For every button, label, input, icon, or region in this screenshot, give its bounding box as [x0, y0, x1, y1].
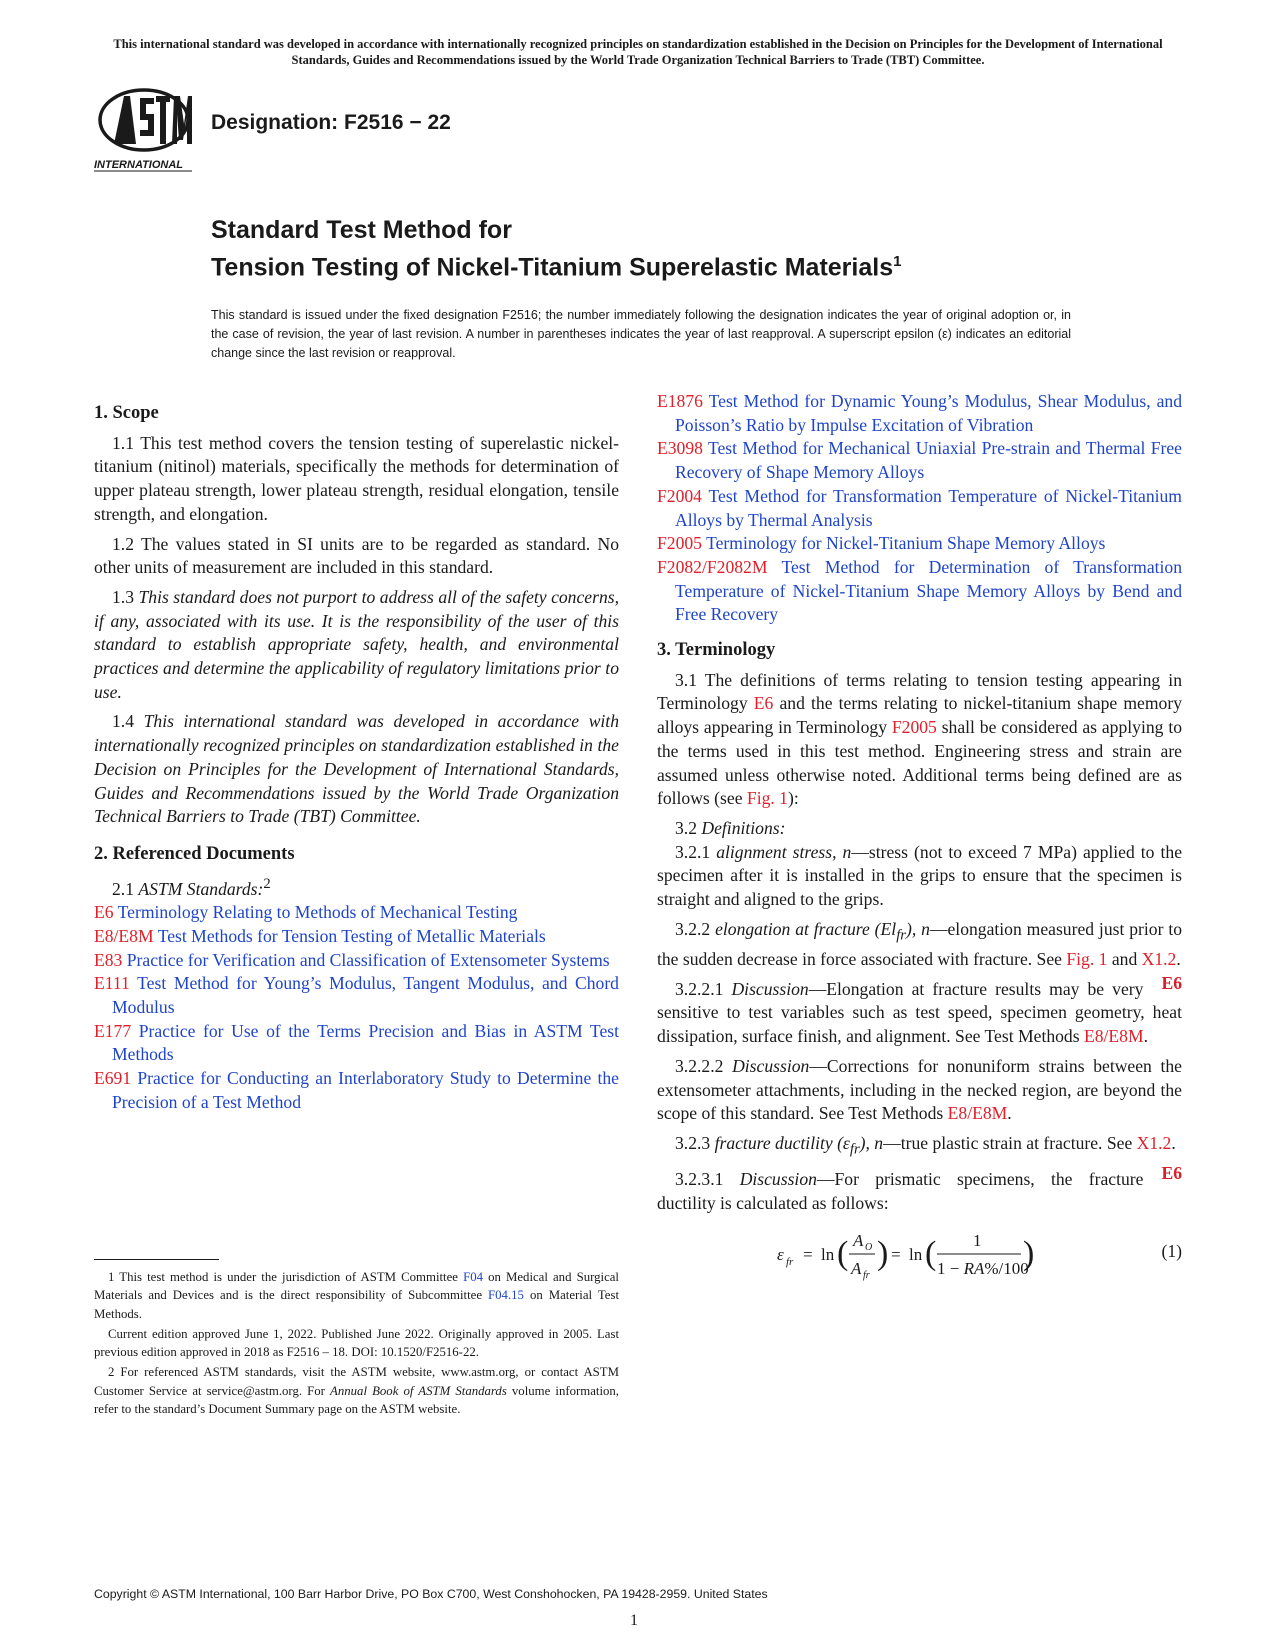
astm-standards-number: 2.1 [112, 878, 134, 899]
header-notice: This international standard was developed in accordance with internationally recognized principles on standardization established in the Decision on Principles for the Development of International Standards, Guides and Recommendations issued by the World Trade Organization Technical Barriers to Trade (TBT) Committee. [113, 37, 1163, 67]
definition-end: . [1176, 948, 1181, 969]
scope-1-4-number: 1.4 [112, 711, 134, 732]
ref-list-continued [657, 390, 1182, 627]
equation-1 [657, 1222, 1182, 1282]
discussion-text: —For prismatic specimens, the fracture ductility is calculated as follows: [657, 1169, 1144, 1213]
scope-1-4 [94, 710, 619, 829]
terminology-heading: 3. Terminology [657, 640, 776, 661]
ref-code[interactable]: E1876 [657, 391, 703, 411]
discussion-3-2-2-2 [657, 1055, 1182, 1126]
discussion-number: 3.2.2.1 [675, 978, 724, 999]
svg-text:fr: fr [863, 1269, 870, 1281]
svg-text:=: = [891, 1244, 901, 1264]
definitions-number: 3.2 [675, 817, 697, 838]
discussion-label: Discussion [732, 1055, 810, 1076]
terminology-3-1 [657, 669, 1182, 811]
footnotes [94, 1268, 619, 1420]
svg-text:=: = [803, 1244, 813, 1264]
title-line-1: Standard Test Method for [211, 216, 512, 244]
discussion-end: . [1143, 1026, 1149, 1047]
copyright: Copyright © ASTM International, 100 Barr Harbor Drive, PO Box C700, West Conshohocken, PA 19428-2959. United States [94, 1587, 768, 1601]
link-e8[interactable]: E8/E8M [1083, 1026, 1144, 1047]
scope-1-3-text: This standard does not purport to address all of the safety concerns, if any, associated with its use. It is the responsibility of the user of this standard to establish appropriate safety, health, and environmental practices and determine the applicability of regulatory limitations prior to use. [94, 586, 619, 702]
link-fig-1[interactable]: Fig. 1 [746, 788, 788, 809]
ref-item-e3098[interactable] [657, 437, 1182, 484]
footnote-link-f04-15[interactable]: F04.15 [488, 1288, 524, 1303]
right-column [657, 391, 1183, 1282]
designation: Designation: F2516 − 22 [211, 111, 451, 134]
page-number: 1 [630, 1612, 638, 1629]
scope-1-2: 1.2 The values stated in SI units are to be regarded as standard. No other units of measurement are included in this standard. [94, 533, 619, 578]
ref-item-e1876[interactable] [657, 390, 1182, 437]
definition-text: —elongation measured just prior to the sudden decrease in force associated with fracture. See [657, 918, 1182, 969]
discussion-text: —Corrections for nonuniform strains between the extensometer attachments, including in the necked region, are beyond the scope of this standard. See Test Methods [657, 1055, 1182, 1124]
ref-item-e111[interactable] [94, 972, 619, 1019]
scope-1-3 [94, 586, 619, 705]
svg-text:ln: ln [909, 1244, 923, 1264]
ref-title[interactable]: Test Methods for Tension Testing of Metallic Materials [157, 925, 546, 946]
ref-code[interactable]: F2004 [657, 485, 702, 506]
ref-item-e691[interactable] [94, 1067, 619, 1114]
svg-text:(: ( [925, 1234, 937, 1272]
footnote-1-text: 1 This test method is under the jurisdiction of ASTM Committee [108, 1270, 464, 1284]
document-title [211, 214, 901, 283]
ref-code[interactable]: E83 [94, 949, 123, 970]
footnote-1 [94, 1268, 619, 1323]
footnote-edition: Current edition approved June 1, 2022. Published June 2022. Originally approved in 2005. Last previous edition approved in 2018 as F2516 – 18. DOI: 10.1520/F2516-22. [94, 1326, 619, 1360]
ref-item-e6[interactable] [94, 901, 619, 925]
svg-text:A: A [853, 1230, 864, 1250]
link-fig-1[interactable]: Fig. 1 [1066, 948, 1108, 969]
svg-text:1: 1 [973, 1230, 982, 1250]
discussion-end: . [1007, 1103, 1012, 1124]
ref-code[interactable]: F2082/F2082M [657, 556, 768, 577]
definition-and: and [1107, 948, 1142, 969]
terminology-3-1-text-4: ): [787, 788, 799, 809]
definition-term-2: ), n [859, 1132, 884, 1153]
definition-term: alignment stress, n [716, 841, 852, 862]
svg-text:): ) [1023, 1234, 1035, 1272]
definition-number: 3.2.2 [675, 918, 711, 939]
discussion-label: Discussion [739, 1169, 817, 1190]
svg-text:fr: fr [786, 1255, 794, 1268]
svg-text:O: O [865, 1241, 873, 1253]
referenced-documents-heading: 2. Referenced Documents [94, 843, 295, 864]
scope-1-1: 1.1 This test method covers the tension testing of superelastic nickel-titanium (nitinol) materials, specifically the methods for determination of upper plateau strength, lower plateau strength, residual elongation, tensile strength, and elongation. [94, 432, 619, 524]
source-mark-e6[interactable]: E6 [1161, 972, 1182, 993]
footnote-divider [94, 1259, 219, 1260]
link-e6[interactable]: E6 [753, 693, 774, 714]
discussion-number: 3.2.3.1 [675, 1169, 724, 1190]
definition-number: 3.2.1 [675, 841, 711, 862]
ref-title[interactable]: Test Method for Dynamic Young’s Modulus, Shear Modulus, and Poisson’s Ratio by Impulse Excitation of Vibration [675, 391, 1182, 435]
astm-standards-text: ASTM Standards: [138, 878, 264, 899]
ref-title[interactable]: Test Method for Young’s Modulus, Tangent Modulus, and Chord Modulus [112, 973, 619, 1018]
scope-1-4-text: This international standard was developed in accordance with internationally recognized principles on standardization established in the Decision on Principles for the Development of International Standards, Guides and Recommendations issued by the World Trade Organization Technical Barriers to Trade (TBT) Committee. [94, 711, 619, 827]
source-mark-e6[interactable]: E6 [1161, 1163, 1182, 1184]
ref-title[interactable]: Test Method for Mechanical Uniaxial Pre-strain and Thermal Free Recovery of Shape Memory Alloys [675, 438, 1182, 483]
ref-code[interactable]: E8/E8M [94, 925, 154, 946]
definitions-label [657, 817, 1182, 841]
ref-title[interactable]: Practice for Verification and Classification of Extensometer Systems [126, 949, 610, 970]
ref-code[interactable]: E6 [94, 902, 114, 923]
terminology-3-1-text-3: shall be considered as applying to the terms used in this test method. Engineering stress and strain are assumed unless otherwise noted. Additional terms being defined are as follows (see [657, 717, 1182, 809]
ref-title[interactable]: Test Method for Transformation Temperature of Nickel-Titanium Alloys by Thermal Analysis [675, 485, 1182, 530]
link-x1-2[interactable]: X1.2 [1136, 1132, 1172, 1153]
ref-title[interactable]: Terminology Relating to Methods of Mechanical Testing [117, 902, 518, 923]
link-f2005[interactable]: F2005 [891, 717, 937, 738]
definition-text: —stress (not to exceed 7 MPa) applied to the specimen after it is installed in the grips to ensure that the specimen is straight and aligned to the grips. [657, 841, 1183, 910]
astm-standards-sup: 2 [263, 875, 271, 892]
footnote-2-text-2: volume information, refer to the standard’s Document Summary page on the ASTM website. [94, 1383, 619, 1417]
scope-heading: 1. Scope [94, 403, 159, 423]
footnote-1-text-2: on Medical and Surgical Materials and Devices and is the direct responsibility of Subcommittee [94, 1270, 619, 1303]
equation-number: (1) [1161, 1240, 1182, 1261]
ref-title[interactable]: Terminology for Nickel-Titanium Shape Memory Alloys [706, 533, 1106, 554]
ref-title[interactable]: Test Method for Determination of Transformation Temperature of Nickel-Titanium Shape Memory Alloys by Bend and Free Recovery [675, 556, 1182, 625]
ref-title[interactable]: Practice for Use of the Terms Precision and Bias in ASTM Test Methods [112, 1020, 619, 1065]
definition-number: 3.2.3 [675, 1132, 711, 1153]
scope-1-3-number: 1.3 [112, 586, 134, 607]
definition-term-2: ), n [905, 918, 930, 939]
terminology-3-1-text-2: and the terms relating to nickel-titanium shape memory alloys appearing in Terminology [657, 693, 1182, 738]
svg-text:ln: ln [821, 1244, 835, 1264]
ref-item-f2005[interactable] [657, 532, 1182, 556]
footnote-2-italic: Annual Book of ASTM Standards [330, 1383, 507, 1398]
ref-item-e177[interactable] [94, 1020, 619, 1067]
svg-text:): ) [877, 1234, 889, 1272]
footnote-1-text-3: on Material Test Methods. [94, 1288, 619, 1321]
ref-code[interactable]: E691 [94, 1068, 132, 1089]
ref-title[interactable]: Practice for Conducting an Interlaboratory Study to Determine the Precision of a Test Method [112, 1068, 619, 1112]
definition-end: . [1171, 1132, 1176, 1153]
ref-item-e83[interactable] [94, 949, 619, 973]
definitions-text: Definitions: [701, 817, 786, 838]
discussion-number: 3.2.2.2 [675, 1055, 724, 1076]
svg-text:1 − RA%/100: 1 − RA%/100 [937, 1258, 1029, 1278]
terminology-3-1-text: 3.1 The definitions of terms relating to tension testing appearing in Terminology [657, 669, 1182, 714]
title-footnote-ref: 1 [893, 253, 902, 270]
astm-standards-label [94, 873, 619, 902]
logo-text: INTERNATIONAL [94, 159, 184, 171]
svg-text:(: ( [837, 1234, 849, 1272]
svg-text:ε: ε [777, 1244, 784, 1264]
footnote-2-text: 2 For referenced ASTM standards, visit the ASTM website, www.astm.org, or contact ASTM Customer Service at service@astm.org. For [94, 1365, 619, 1398]
ref-code[interactable]: E177 [94, 1020, 132, 1041]
link-e8[interactable]: E8/E8M [947, 1103, 1008, 1124]
definition-text: —true plastic strain at fracture. See [883, 1132, 1137, 1153]
ref-code[interactable]: E3098 [657, 438, 703, 459]
discussion-label: Discussion [731, 978, 809, 999]
discussion-text: —Elongation at fracture results may be very sensitive to test variables such as test speed, specimen geometry, heat dissipation, surface finish, and alignment. See Test Methods [657, 978, 1182, 1047]
discussion-3-2-3-1 [657, 1168, 1182, 1215]
ref-item-e8[interactable] [94, 925, 619, 949]
discussion-3-2-2-1 [657, 978, 1182, 1049]
ref-code[interactable]: E111 [94, 973, 130, 994]
title-line-2-text: Tension Testing of Nickel-Titanium Superelastic Materials [211, 253, 894, 282]
title-line-2 [211, 246, 901, 283]
ref-item-f2082[interactable] [657, 556, 1182, 627]
astm-logo [92, 84, 197, 174]
link-x1-2[interactable]: X1.2 [1141, 948, 1177, 969]
definition-term-sub: fr [896, 927, 906, 944]
footnote-link-f04[interactable]: F04 [463, 1270, 483, 1284]
definition-term-sub: fr [849, 1141, 860, 1158]
fracture-ductility-formula [777, 1222, 1037, 1282]
definition-term: fracture ductility (ε [714, 1132, 850, 1153]
svg-text:A: A [851, 1258, 862, 1278]
definition-3-2-1 [657, 841, 1182, 912]
footnote-2 [94, 1363, 619, 1418]
issuance-statement: This standard is issued under the fixed designation F2516; the number immediately following the designation indicates the year of original adoption or, in the case of revision, the year of last revision. A number in parentheses indicates the year of last reapproval. A superscript epsilon (ε) indicates an editorial change since the last revision or reapproval. [211, 308, 1071, 360]
left-column [94, 402, 619, 1115]
definition-term: elongation at fracture (El [715, 918, 897, 939]
ref-code[interactable]: F2005 [657, 533, 702, 554]
ref-item-f2004[interactable] [657, 485, 1182, 532]
